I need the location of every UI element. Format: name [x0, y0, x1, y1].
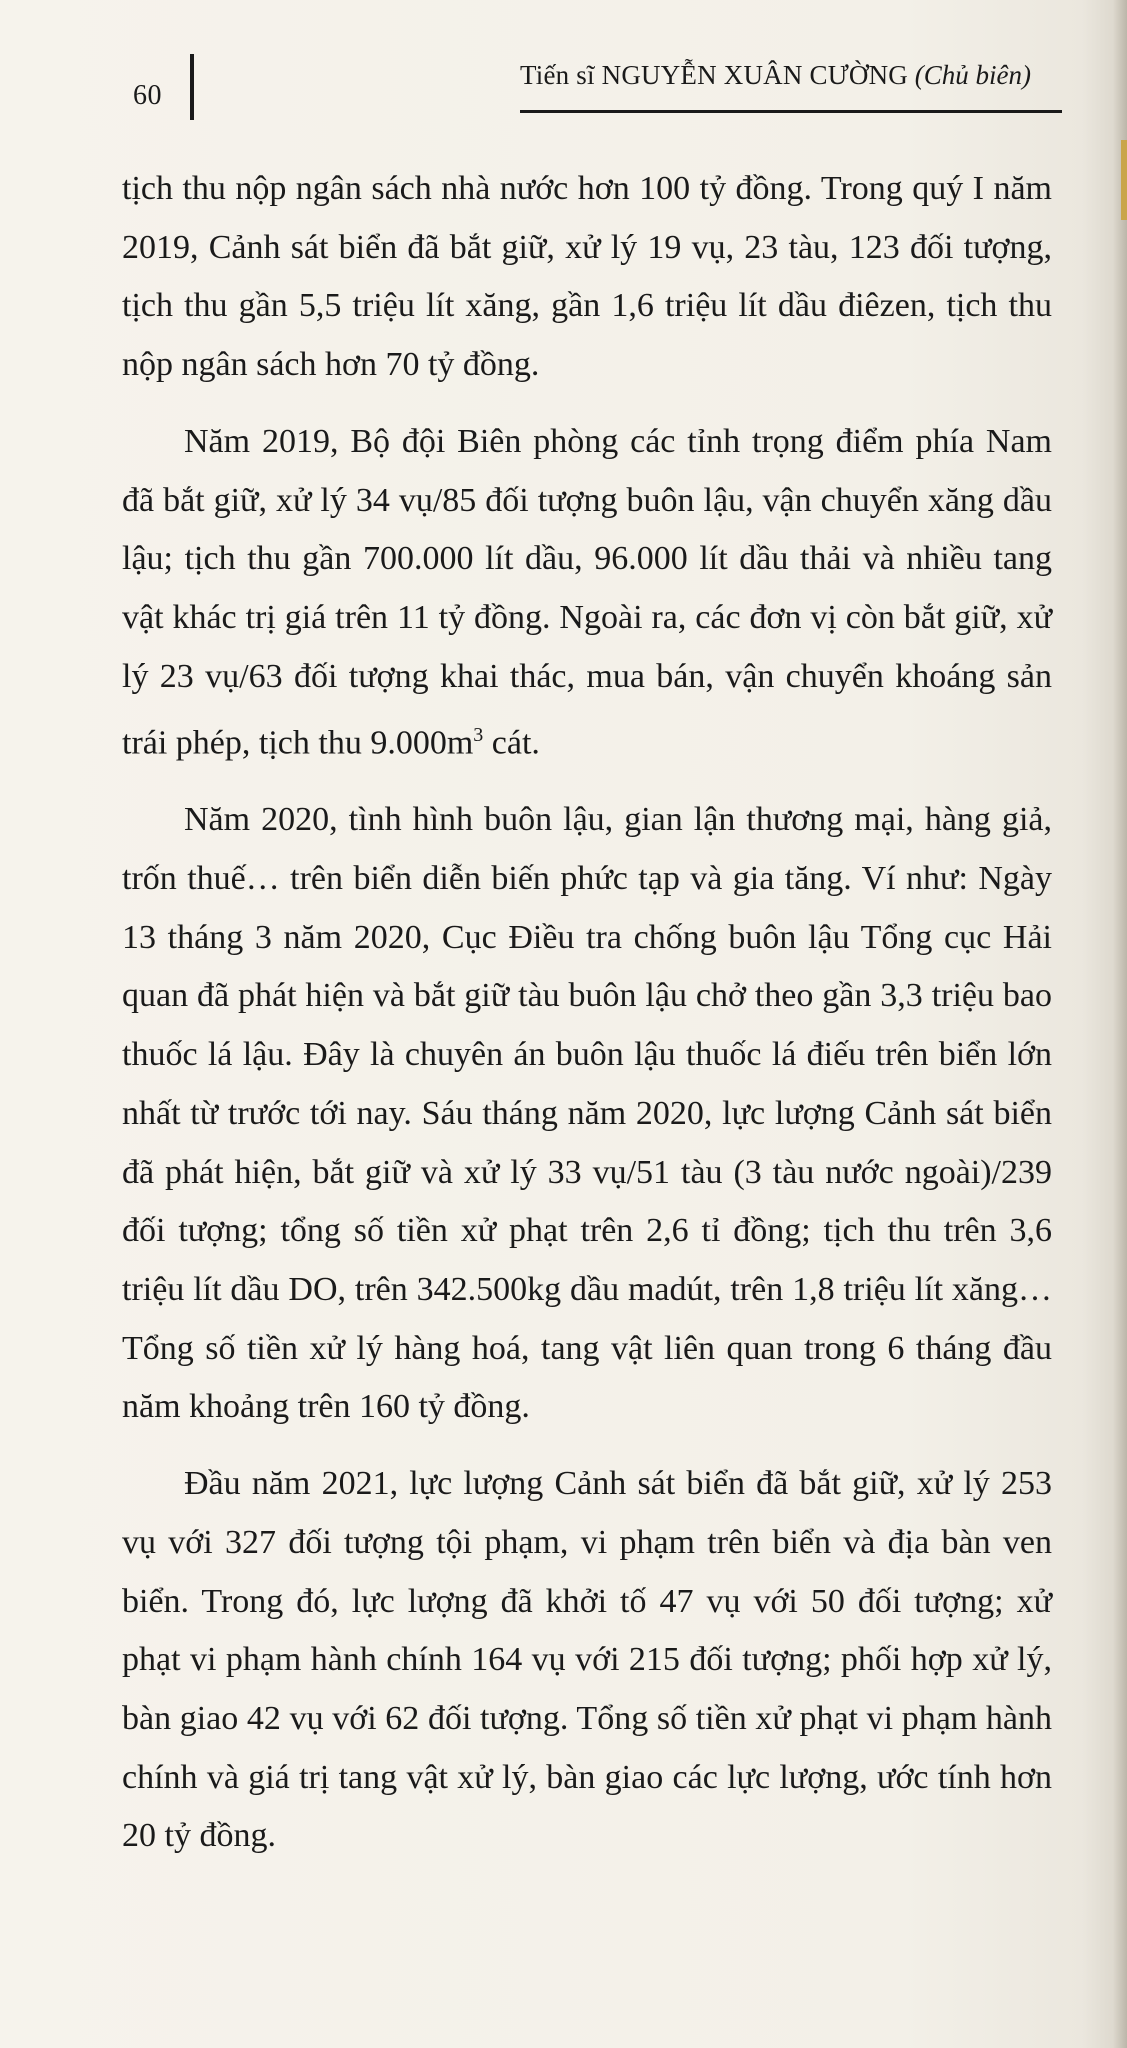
paragraph-1: tịch thu nộp ngân sách nhà nước hơn 100 tỷ đồng. Trong quý I năm 2019, Cảnh sát biển đã bắt giữ, xử lý 19 vụ, 23 tàu, 123 đối tượng, tịch thu gần 5,5 triệu lít xăng, gần 1,6 triệu lít dầu điêzen, tịch thu nộp ngân sách hơn 70 tỷ đồng.	[122, 170, 1052, 384]
body-text	[122, 160, 1052, 1866]
paragraph-4: Đầu năm 2021, lực lượng Cảnh sát biển đã bắt giữ, xử lý 253 vụ với 327 đối tượng tội phạm, vi phạm trên biển và địa bàn ven biển. Trong đó, lực lượng đã khởi tố 47 vụ với 50 đối tượng; xử phạt vi phạm hành chính 164 vụ với 215 đối tượng; phối hợp xử lý, bàn giao 42 vụ với 62 đối tượng. Tổng số tiền xử phạt vi phạm hành chính và giá trị tang vật xử lý, bàn giao các lực lượng, ước tính hơn 20 tỷ đồng.	[122, 1465, 1052, 1855]
paragraph-2-text: Năm 2019, Bộ đội Biên phòng các tỉnh trọng điểm phía Nam đã bắt giữ, xử lý 34 vụ/85 đối tượng buôn lậu, vận chuyển xăng dầu lậu; tịch thu gần 700.000 lít dầu, 96.000 lít dầu thải và nhiều tang vật khác trị giá trên 11 tỷ đồng. Ngoài ra, các đơn vị còn bắt giữ, xử lý 23 vụ/63 đối tượng khai thác, mua bán, vận chuyển khoáng sản trái phép, tịch thu 9.000m	[122, 422, 1052, 762]
book-edge-strip	[1121, 140, 1127, 220]
running-head	[520, 60, 1062, 91]
header-divider	[190, 54, 194, 120]
paragraph-2	[122, 413, 1052, 774]
paragraph-2-tail: cát.	[483, 724, 540, 762]
running-head-author: Tiến sĩ NGUYỄN XUÂN CƯỜNG	[520, 60, 908, 90]
header-rule	[520, 110, 1062, 113]
page-edge-shadow	[1113, 0, 1127, 2048]
paragraph-3: Năm 2020, tình hình buôn lậu, gian lận thương mại, hàng giả, trốn thuế… trên biển diễn biến phức tạp và gia tăng. Ví như: Ngày 13 tháng 3 năm 2020, Cục Điều tra chống buôn lậu Tổng cục Hải quan đã phát hiện và bắt giữ tàu buôn lậu chở theo gần 3,3 triệu bao thuốc lá lậu. Đây là chuyên án buôn lậu thuốc lá điếu trên biển lớn nhất từ trước tới nay. Sáu tháng năm 2020, lực lượng Cảnh sát biển đã phát hiện, bắt giữ và xử lý 33 vụ/51 tàu (3 tàu nước ngoài)/239 đối tượng; tổng số tiền xử phạt trên 2,6 tỉ đồng; tịch thu trên 3,6 triệu lít dầu DO, trên 342.500kg dầu madút, trên 1,8 triệu lít xăng… Tổng số tiền xử lý hàng hoá, tang vật liên quan trong 6 tháng đầu năm khoảng trên 160 tỷ đồng.	[122, 801, 1052, 1426]
superscript-3: 3	[473, 724, 484, 747]
running-head-role: (Chủ biên)	[914, 60, 1031, 90]
page-number: 60	[133, 80, 162, 111]
